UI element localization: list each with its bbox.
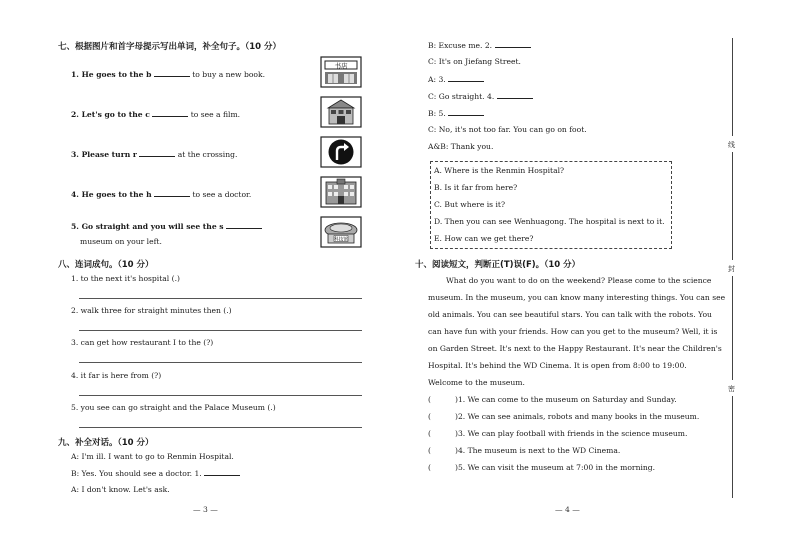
tf-statement: ( )5. We can visit the museum at 7:00 in the morning. [428, 463, 656, 472]
binding-line [732, 276, 733, 380]
section-9-title: 九、补全对话。（10 分） [58, 438, 154, 448]
binding-line [732, 396, 733, 498]
answer-line[interactable] [79, 362, 362, 363]
binding-char-mi: 密 [728, 385, 735, 393]
answer-blank[interactable] [497, 91, 533, 99]
question-8-4: 4. it far is here from (?) [71, 371, 162, 380]
option-item: B. Is it far from here? [434, 183, 518, 192]
passage-line: old animals. You can see beautiful stars. You can talk with the robots. You [428, 310, 712, 319]
dialogue-line: A&B: Thank you. [428, 142, 494, 151]
binding-line [732, 152, 733, 260]
tf-answer-box[interactable]: ( ) [428, 463, 458, 472]
answer-line[interactable] [79, 427, 362, 428]
question-7-2: 2. Let's go to the c to see a film. [71, 110, 241, 119]
turn-right-sign-picture [320, 136, 362, 168]
tf-answer-box[interactable]: ( ) [428, 412, 458, 421]
dialogue-line: C: No, it's not too far. You can go on foot. [428, 125, 587, 134]
option-item: A. Where is the Renmin Hospital? [434, 166, 565, 175]
passage-line: Hospital. It's behind the WD Cinema. It is open from 8:00 to 19:00. [428, 361, 687, 370]
section-7-title: 七、根据图片和首字母提示写出单词，补全句子。（10 分） [58, 42, 282, 52]
passage-line: Welcome to the museum. [428, 378, 525, 387]
tf-statement: ( )4. The museum is next to the WD Cinema. [428, 446, 621, 455]
answer-blank[interactable] [226, 221, 262, 229]
binding-line [732, 38, 733, 136]
question-7-1: 1. He goes to the b to buy a new book. [71, 70, 265, 79]
question-7-5: 5. Go straight and you will see the s [71, 221, 262, 231]
bookstore-picture [320, 56, 362, 88]
dialogue-line: C: It's on Jiefang Street. [428, 57, 521, 66]
bookstore-sign-text: 书店 [334, 62, 348, 70]
science-museum-picture [320, 216, 362, 248]
page-number-left: — 3 — [193, 505, 218, 514]
hospital-picture [320, 176, 362, 208]
dialogue-line: C: Go straight. 4. [428, 91, 533, 101]
answer-blank[interactable] [495, 40, 531, 48]
question-7-4: 4. He goes to the h to see a doctor. [71, 190, 252, 199]
dialogue-line: A: I'm ill. I want to go to Renmin Hospital. [71, 452, 234, 461]
passage-line: What do you want to do on the weekend? Please come to the science [446, 276, 712, 285]
passage-line: museum. In the museum, you can know many interesting things. You can see [428, 293, 726, 302]
question-8-2: 2. walk three for straight minutes then (.) [71, 306, 232, 315]
answer-blank[interactable] [448, 108, 484, 116]
section-8-title: 八、连词成句。（10 分） [58, 260, 154, 270]
dialogue-line: A: I don't know. Let's ask. [71, 485, 170, 494]
answer-line[interactable] [79, 395, 362, 396]
page-number-right: — 4 — [555, 505, 580, 514]
question-7-3: 3. Please turn r at the crossing. [71, 150, 238, 159]
tf-answer-box[interactable]: ( ) [428, 395, 458, 404]
answer-blank[interactable] [204, 468, 240, 476]
tf-statement: ( )1. We can come to the museum on Saturday and Sunday. [428, 395, 677, 404]
museum-sign-text: 科技馆 [334, 237, 348, 243]
binding-char-xian: 线 [728, 141, 735, 149]
question-8-5: 5. you see can go straight and the Palace Museum (.) [71, 403, 276, 412]
cinema-picture [320, 96, 362, 128]
tf-statement: ( )3. We can play football with friends in the science museum. [428, 429, 688, 438]
dialogue-line: B: Yes. You should see a doctor. 1. [71, 468, 240, 478]
answer-blank[interactable] [448, 74, 484, 82]
dialogue-line: B: Excuse me. 2. [428, 40, 531, 50]
question-8-1: 1. to the next it's hospital (.) [71, 274, 180, 283]
dialogue-line: A: 3. [428, 74, 484, 84]
tf-answer-box[interactable]: ( ) [428, 429, 458, 438]
option-item: C. But where is it? [434, 200, 506, 209]
binding-char-feng: 封 [728, 265, 735, 273]
option-item: D. Then you can see Wenhuagong. The hospital is next to it. [434, 217, 665, 226]
answer-line[interactable] [79, 298, 362, 299]
question-7-5-line2: museum on your left. [80, 237, 162, 246]
tf-statement: ( )2. We can see animals, robots and many books in the museum. [428, 412, 700, 421]
tf-answer-box[interactable]: ( ) [428, 446, 458, 455]
passage-line: on Garden Street. It's next to the Happy Restaurant. It's near the Children's [428, 344, 722, 353]
dialogue-line: B: 5. [428, 108, 484, 118]
question-8-3: 3. can get how restaurant I to the (?) [71, 338, 214, 347]
answer-blank[interactable] [154, 69, 190, 77]
section-10-title: 十、阅读短文，判断正(T)误(F)。（10 分） [415, 260, 581, 270]
answer-blank[interactable] [152, 109, 188, 117]
answer-blank[interactable] [139, 149, 175, 157]
answer-line[interactable] [79, 330, 362, 331]
answer-blank[interactable] [154, 189, 190, 197]
option-item: E. How can we get there? [434, 234, 534, 243]
passage-line: can have fun with your friends. How can you get to the museum? Well, it is [428, 327, 718, 336]
